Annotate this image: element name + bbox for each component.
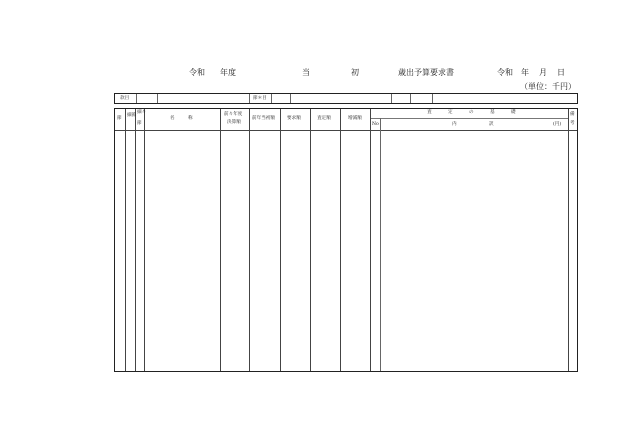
no-column-divider — [380, 118, 381, 371]
date-year-label: 年 — [521, 68, 529, 77]
col-assessed: 査定額 — [317, 116, 331, 121]
column-divider — [249, 109, 250, 371]
col-diff: 増減額 — [348, 116, 362, 121]
column-divider — [310, 109, 311, 371]
column-divider — [280, 109, 281, 371]
budget-table — [114, 108, 578, 372]
info-row — [114, 93, 578, 104]
col-subdetail-1: 細々 — [137, 110, 147, 115]
info-divider — [290, 94, 291, 103]
col-request: 要求額 — [287, 116, 301, 121]
info-divider — [136, 94, 137, 103]
column-divider — [144, 109, 145, 371]
budget-type-1: 当 — [302, 68, 310, 77]
info-divider — [271, 94, 272, 103]
col-no: No — [372, 122, 379, 127]
col-name-2: 称 — [188, 116, 193, 121]
date-day-label: 日 — [557, 68, 565, 77]
item-label: 款目 — [120, 96, 130, 101]
col-subdetail-2: 節 — [137, 121, 142, 126]
col-basis-3: の — [469, 110, 474, 115]
column-divider — [135, 109, 136, 371]
info-divider — [410, 94, 411, 103]
col-yen: (円) — [553, 122, 562, 127]
col-basis-5: 礎 — [511, 110, 516, 115]
col-prev-2: 決算額 — [227, 120, 241, 125]
fiscal-year-label: 年度 — [220, 68, 236, 77]
col-detail: 細節 — [127, 113, 137, 118]
col-prev-1: 前々年度 — [224, 112, 243, 117]
info-divider — [249, 94, 250, 103]
col-breakdown-2: 訳 — [489, 122, 494, 127]
info-divider — [391, 94, 392, 103]
date-month-label: 月 — [539, 68, 547, 77]
column-divider — [125, 109, 126, 371]
col-basis-2: 定 — [448, 110, 453, 115]
col-remarks-1: 備 — [570, 112, 575, 117]
col-basis-1: 査 — [427, 110, 432, 115]
info-divider — [157, 94, 158, 103]
col-sect: 節 — [117, 116, 122, 121]
column-divider — [568, 109, 569, 371]
col-current: 前年当初額 — [252, 116, 275, 121]
budget-type-2: 初 — [351, 68, 359, 77]
era-label: 令和 — [189, 68, 205, 77]
document-title: 歳出予算要求書 — [398, 68, 454, 77]
column-divider — [220, 109, 221, 371]
table-header-divider — [115, 130, 577, 131]
subitem-label: 節＊目 — [253, 96, 267, 101]
col-basis-4: 基 — [490, 110, 495, 115]
unit-label: （単位：千円） — [520, 82, 576, 91]
basis-subheader-divider — [370, 118, 568, 119]
col-breakdown-1: 内 — [452, 122, 457, 127]
col-name-1: 名 — [170, 116, 175, 121]
column-divider — [340, 109, 341, 371]
col-remarks-2: 考 — [570, 121, 575, 126]
date-era-label: 令和 — [497, 68, 513, 77]
column-divider — [370, 109, 371, 371]
info-divider — [432, 94, 433, 103]
